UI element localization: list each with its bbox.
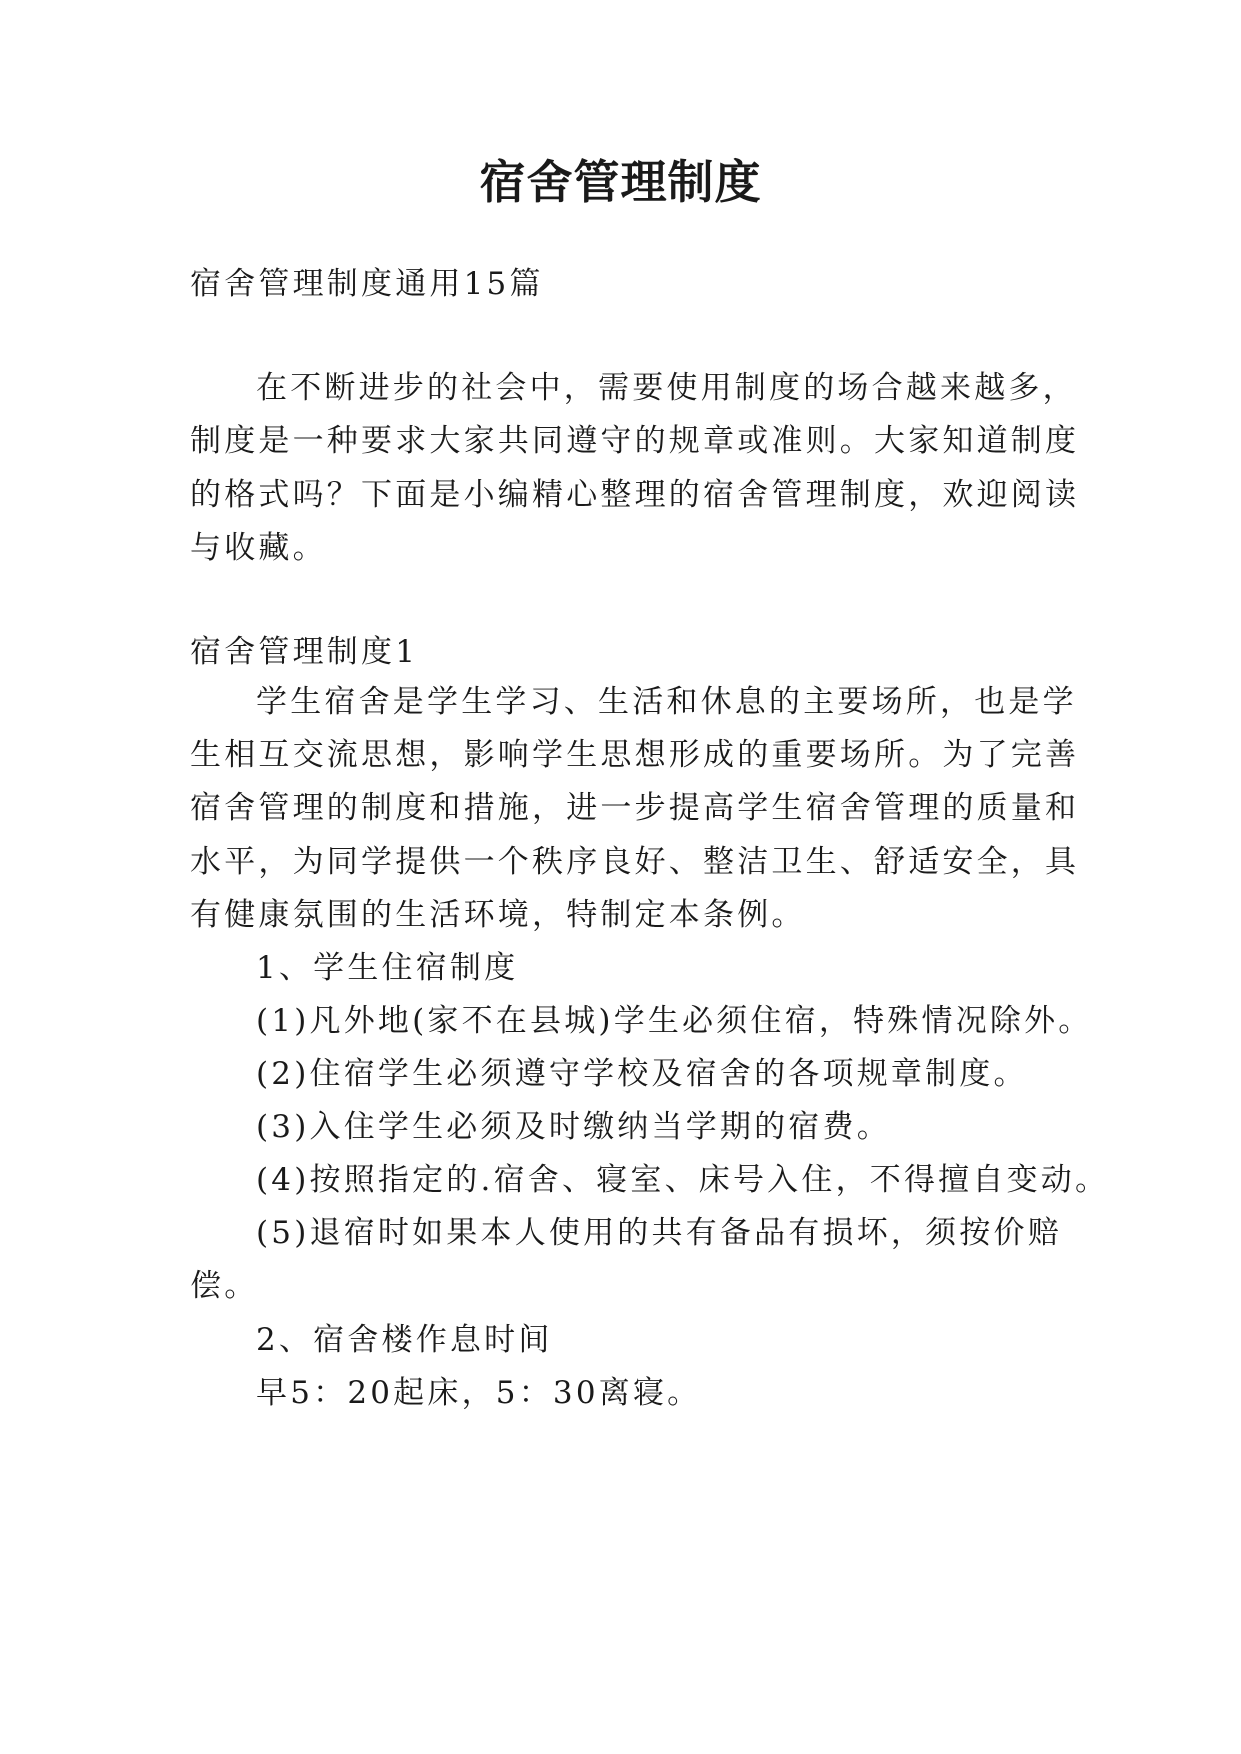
section-para-line-4: 水平，为同学提供一个秩序良好、整洁卫生、舒适安全，具 [190, 844, 1080, 880]
document-subtitle: 宿舍管理制度通用15篇 [190, 266, 544, 302]
section-para-line-1: 学生宿舍是学生学习、生活和休息的主要场所，也是学 [256, 684, 1077, 720]
rule-5: (5)退宿时如果本人使用的共有备品有损坏，须按价赔 [256, 1215, 1062, 1251]
section-para-line-5: 有健康氛围的生活环境，特制定本条例。 [190, 897, 806, 933]
intro-line-4: 与收藏。 [190, 530, 327, 566]
intro-line-3: 的格式吗？下面是小编精心整理的宿舍管理制度，欢迎阅读 [190, 477, 1080, 513]
rule-3: (3)入住学生必须及时缴纳当学期的宿费。 [256, 1109, 891, 1145]
intro-line-1: 在不断进步的社会中，需要使用制度的场合越来越多， [256, 370, 1077, 406]
item-1-title: 1、学生住宿制度 [256, 950, 519, 986]
section-para-line-2: 生相互交流思想，影响学生思想形成的重要场所。为了完善 [190, 737, 1080, 773]
rule-1: (1)凡外地(家不在县城)学生必须住宿，特殊情况除外。 [256, 1003, 1093, 1039]
intro-line-2: 制度是一种要求大家共同遵守的规章或准则。大家知道制度 [190, 423, 1080, 459]
rule-4: (4)按照指定的.宿舍、寝室、床号入住，不得擅自变动。 [256, 1162, 1110, 1198]
schedule-line-1: 早5：20起床，5：30离寝。 [256, 1375, 702, 1411]
section-para-line-3: 宿舍管理的制度和措施，进一步提高学生宿舍管理的质量和 [190, 790, 1080, 826]
document-title: 宿舍管理制度 [479, 155, 762, 209]
section-heading: 宿舍管理制度1 [190, 634, 419, 670]
rule-5-continuation: 偿。 [190, 1268, 259, 1304]
rule-2: (2)住宿学生必须遵守学校及宿舍的各项规章制度。 [256, 1056, 1028, 1092]
item-2-title: 2、宿舍楼作息时间 [256, 1322, 553, 1358]
